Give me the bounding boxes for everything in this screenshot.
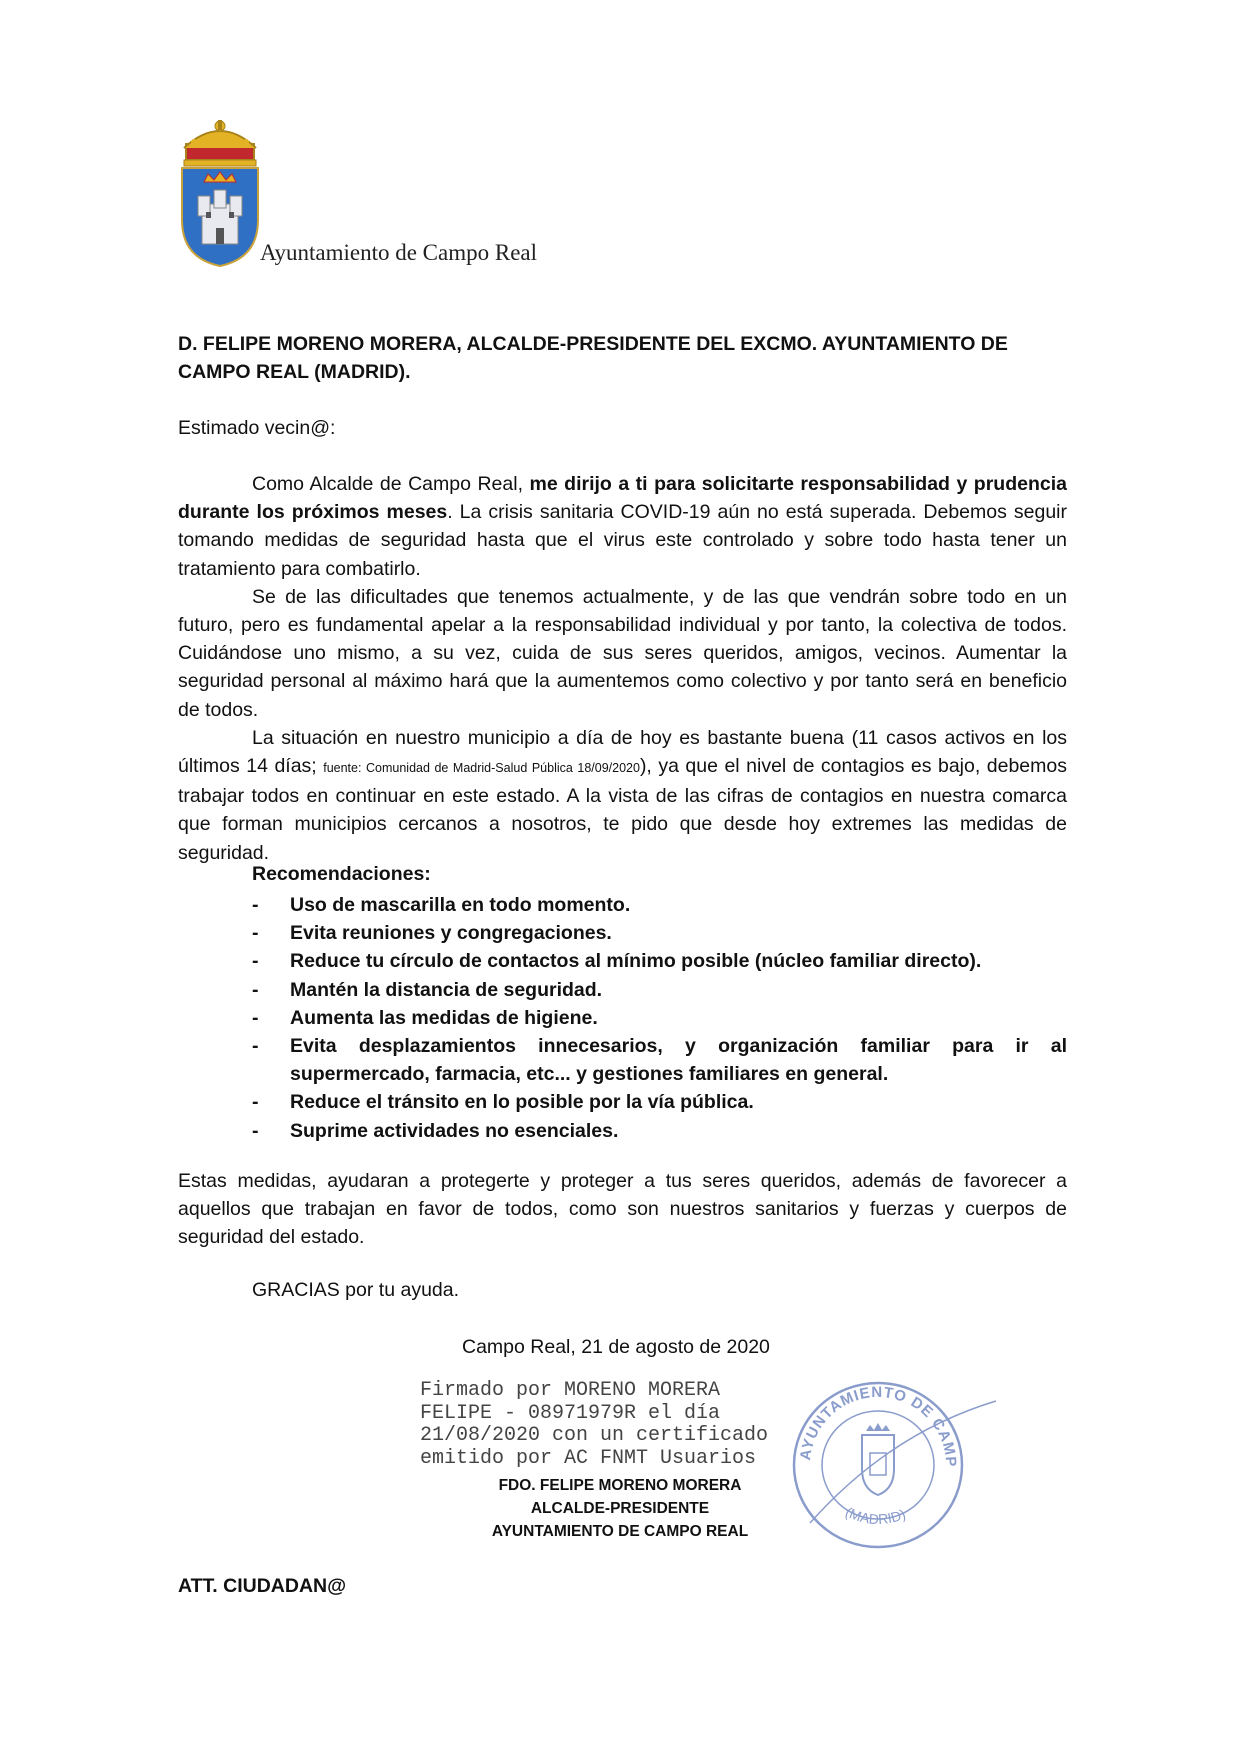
list-item: - Evita reuniones y congregaciones. — [252, 922, 612, 945]
signatory-name: FDO. FELIPE MORENO MORERA — [498, 1477, 742, 1494]
list-item: - Reduce el tránsito en lo posible por la vía pública. — [252, 1091, 754, 1114]
recommendations-list — [178, 891, 1067, 1145]
list-item: - Aumenta las medidas de higiene. — [252, 1006, 598, 1029]
recommendations-title: Recomendaciones: — [252, 863, 431, 885]
signatory-org: AYUNTAMIENTO DE CAMPO REAL — [491, 1523, 749, 1540]
list-item: - Reduce tu círculo de contactos al mínimo posible (núcleo familiar directo). — [252, 950, 982, 973]
paragraph-2: Se de las dificultades que tenemos actualmente, y de las que vendrán sobre todo en un futuro, pero es fundamental apelar a la responsabilidad individual y por tanto, la colectiva de todos. Cuidándose uno mismo, a su vez, cuida de sus seres queridos, amigos, vecinos. Aumentar la seguridad personal al máximo hará que la aumentemos como colectivo y por tanto será en beneficio de todos. — [178, 585, 1067, 721]
place-date: Campo Real, 21 de agosto de 2020 — [462, 1336, 770, 1358]
org-name: Ayuntamiento de Campo Real — [260, 240, 538, 265]
letter-heading: D. FELIPE MORENO MORERA, ALCALDE-PRESIDENTE DEL EXCMO. AYUNTAMIENTO DE CAMPO REAL (MADRID). — [178, 333, 1008, 383]
source-note: fuente: Comunidad de Madrid-Salud Pública 18/09/2020 — [323, 761, 640, 776]
greeting: Estimado vecin@: — [178, 417, 336, 439]
attention-line: ATT. CIUDADAN@ — [178, 1575, 347, 1597]
thanks-line: GRACIAS por tu ayuda. — [252, 1279, 460, 1301]
signatory-role: ALCALDE-PRESIDENTE — [530, 1500, 710, 1517]
coat-of-arms-icon — [178, 120, 262, 268]
stamp-text-bottom: (MADRID) — [842, 1503, 908, 1528]
paragraph-1-emphasis: me dirijo a ti para solicitarte responsabilidad y prudencia durante los próximos meses — [178, 473, 1067, 524]
svg-text:(MADRID) — [843, 1504, 908, 1528]
digital-signature: Firmado por MORENO MORERA FELIPE - 08971979R el día 21/08/2020 con un certificado emitido por AC FNMT Usuarios — [420, 1379, 769, 1470]
list-item: - Uso de mascarilla en todo momento. — [252, 894, 631, 916]
list-item: - Suprime actividades no esenciales. — [252, 1119, 619, 1142]
letter-body — [178, 470, 1067, 867]
list-item: - Mantén la distancia de seguridad. — [252, 978, 603, 1001]
list-item: - Evita desplazamientos innecesarios, y organización familiar para ir al supermercado, farmacia, etc... y gestiones familiares en general. — [252, 1035, 1067, 1086]
paragraph-3: La situación en nuestro municipio a día de hoy es bastante buena (11 casos activos en los últimos 14 días; fuente: Comunidad de Madrid-Salud Pública 18/09/2020), ya que el nivel de contagios es bajo, debemos trabajar todos en continuar en este estado. A la vista de las cifras de contagios en nuestra comarca que forman municipios cercanos a nosotros, te pido que desde hoy extremes las medidas de seguridad. — [178, 726, 1067, 864]
signatory-block — [440, 1474, 800, 1543]
closing-paragraph: Estas medidas, ayudaran a protegerte y proteger a tus seres queridos, además de favorecer a aquellos que trabajan en favor de todos, como son nuestros sanitarios y fuerzas y cuerpos de seguridad del estado. — [178, 1170, 1067, 1249]
paragraph-1: Como Alcalde de Campo Real, me dirijo a ti para solicitarte responsabilidad y prudencia durante los próximos meses. La crisis sanitaria COVID-19 aún no está superada. Debemos seguir tomando medidas de seguridad hasta que el virus este controlado y sobre todo hasta tener un tratamiento para combatirlo. — [178, 473, 1067, 580]
stamp-text-top: AYUNTAMIENTO DE CAMP — [797, 1383, 960, 1468]
